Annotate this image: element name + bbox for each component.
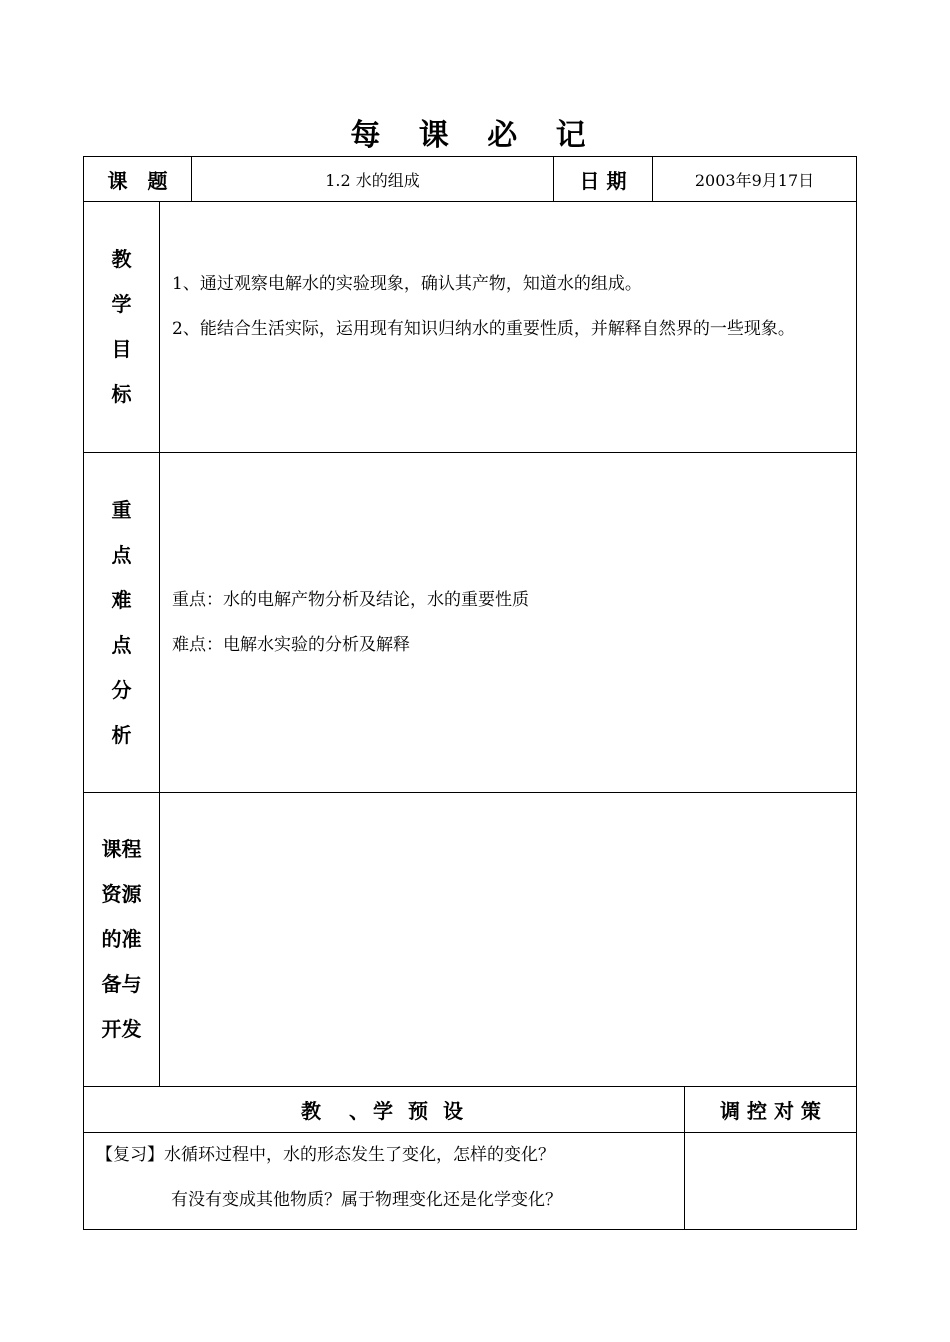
table-border-right xyxy=(856,156,857,1230)
resources-label-line: 资源 xyxy=(101,882,142,906)
date-label: 日 期 xyxy=(579,168,627,193)
key-points-label-char: 分 xyxy=(111,677,132,702)
key-points-label-char: 难 xyxy=(111,587,132,612)
review-content xyxy=(84,1133,684,1229)
objectives-content xyxy=(160,202,856,452)
topic-value: 1.2 水的组成 xyxy=(325,170,420,190)
key-points-label-char: 点 xyxy=(111,542,132,567)
resources-label-line: 备与 xyxy=(101,972,142,996)
key-point: 重点：水的电解产物分析及结论，水的重要性质 xyxy=(172,589,529,610)
key-points-label xyxy=(84,453,159,792)
teaching-plan-header: 教 、学 预 设 xyxy=(301,1099,467,1123)
resources-label-line: 开发 xyxy=(101,1017,142,1041)
review-line: 有没有变成其他物质？属于物理变化还是化学变化？ xyxy=(171,1190,562,1210)
objectives-label-char: 标 xyxy=(111,382,132,406)
objectives-label-char: 教 xyxy=(111,247,132,271)
page-title: 每 课 必 记 xyxy=(350,118,600,153)
control-strategy-header: 调 控 对 策 xyxy=(720,1099,821,1123)
key-points-label-char: 重 xyxy=(111,497,132,522)
difficult-point: 难点：电解水实验的分析及解释 xyxy=(172,634,410,655)
key-points-content xyxy=(160,453,856,792)
table-border-bottom xyxy=(83,1229,857,1230)
key-points-label-char: 点 xyxy=(111,632,132,657)
review-line: 【复习】水循环过程中，水的形态发生了变化，怎样的变化？ xyxy=(96,1145,555,1165)
topic-label: 课 题 xyxy=(107,168,168,193)
resources-label-line: 课程 xyxy=(101,837,142,861)
objectives-label-char: 学 xyxy=(111,292,132,316)
key-points-label-char: 析 xyxy=(111,722,132,747)
resources-label-line: 的准 xyxy=(101,927,142,951)
objectives-label-char: 目 xyxy=(111,337,132,361)
resources-label xyxy=(84,793,159,1086)
objectives-label xyxy=(84,202,159,452)
objective-item: 2、能结合生活实际，运用现有知识归纳水的重要性质，并解释自然界的一些现象。 xyxy=(172,319,795,339)
control-strategy-content xyxy=(685,1133,856,1229)
date-value: 2003年9月17日 xyxy=(694,170,815,190)
objective-item: 1、通过观察电解水的实验现象，确认其产物，知道水的组成。 xyxy=(172,274,642,294)
resources-content xyxy=(160,793,856,1086)
